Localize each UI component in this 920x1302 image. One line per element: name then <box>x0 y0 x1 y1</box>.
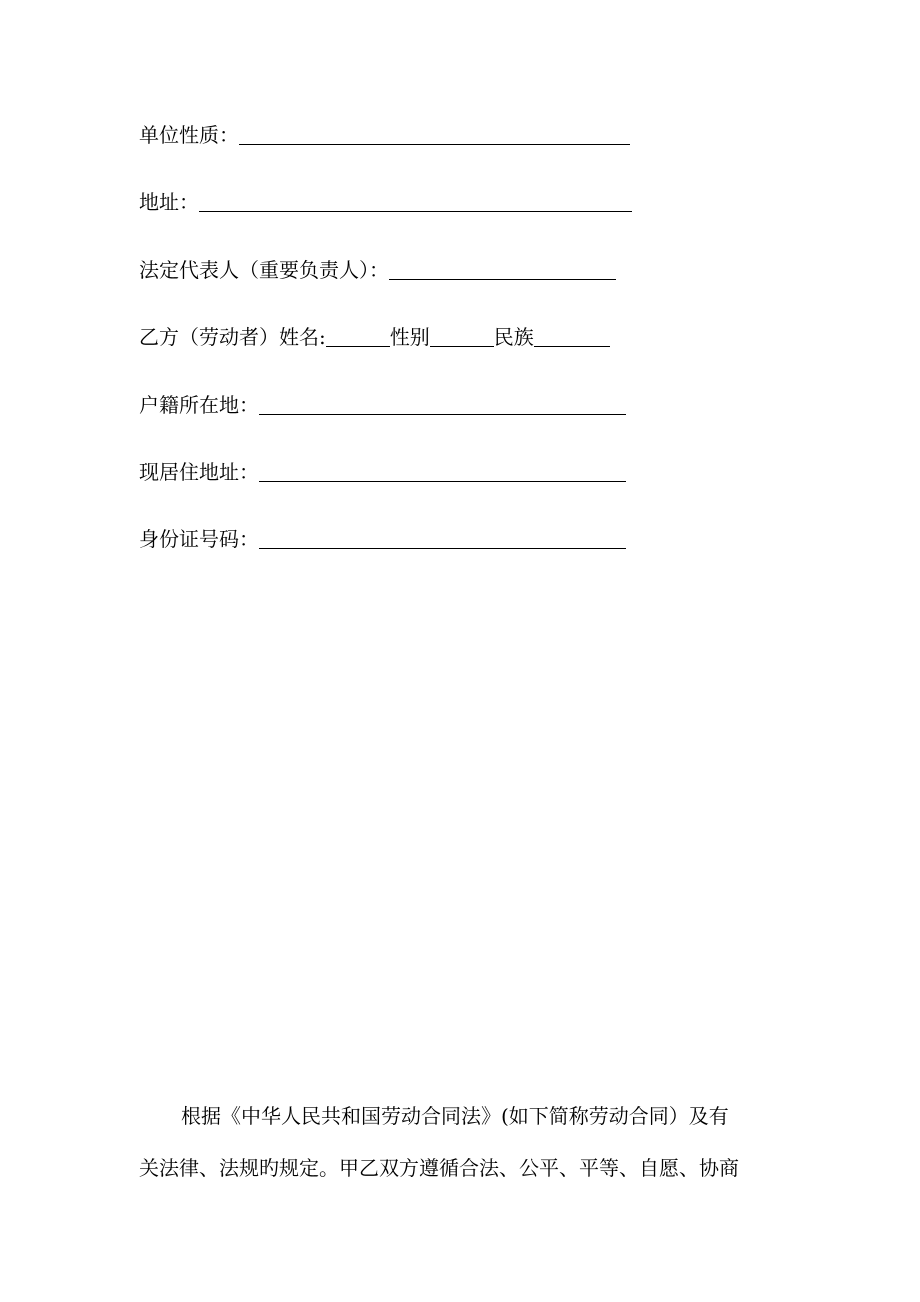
paragraph-line: 根据《中华人民共和国劳动合同法》(如下简称劳动合同）及有 <box>181 1104 729 1128</box>
unit-nature-label: 单位性质： <box>139 123 239 147</box>
field-address <box>139 185 632 215</box>
household-registration-blank <box>259 392 626 415</box>
unit-nature-blank <box>239 122 630 145</box>
legal-rep-blank <box>389 257 616 280</box>
gender-label: 性别 <box>389 325 430 349</box>
current-address-label: 现居住地址： <box>139 460 259 484</box>
name-blank <box>326 324 390 347</box>
id-number-label: 身份证号码： <box>139 527 259 551</box>
ethnicity-blank <box>534 324 610 347</box>
address-blank <box>199 189 632 212</box>
field-legal-rep <box>139 253 616 283</box>
field-household-registration <box>139 388 626 418</box>
household-registration-label: 户籍所在地： <box>139 393 259 417</box>
id-number-blank <box>259 526 626 549</box>
field-unit-nature <box>139 118 630 148</box>
gender-blank <box>430 324 494 347</box>
body-paragraph <box>139 1090 784 1194</box>
paragraph-line: 关法律、法规旳规定。甲乙双方遵循合法、公平、平等、自愿、协商 <box>139 1156 739 1180</box>
party-b-name-label: 乙方（劳动者）姓名: <box>139 325 326 349</box>
current-address-blank <box>259 459 626 482</box>
legal-rep-label: 法定代表人（重要负责人）： <box>139 258 389 282</box>
ethnicity-label: 民族 <box>493 325 534 349</box>
address-label: 地址： <box>139 190 199 214</box>
field-id-number <box>139 522 626 552</box>
field-party-b <box>139 320 610 350</box>
field-current-address <box>139 455 626 485</box>
